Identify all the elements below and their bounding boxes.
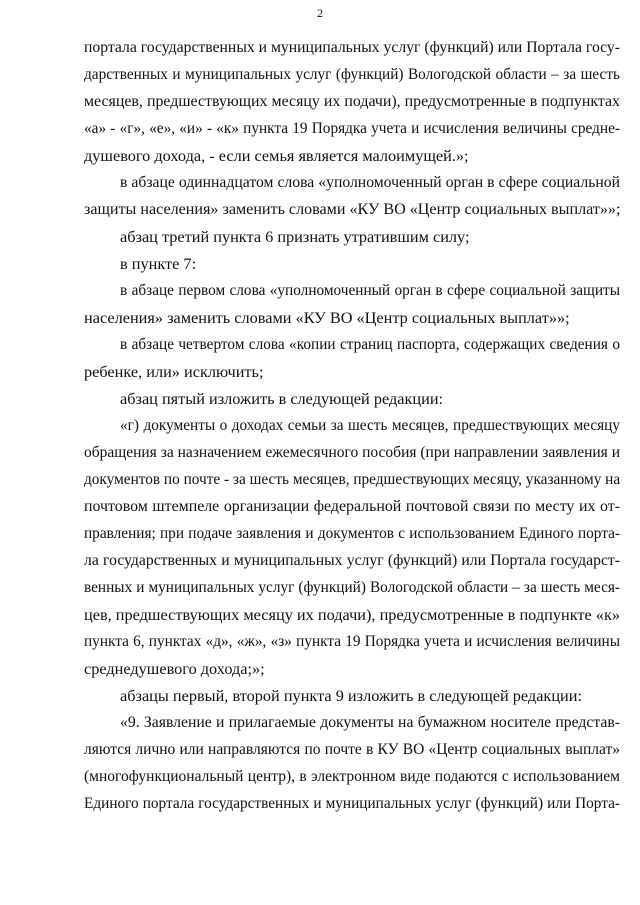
paragraph-start: в пункте 7: xyxy=(120,254,197,273)
text-line: дарственных и муниципальных услуг (функций) Вологодской области – за шесть xyxy=(84,66,620,83)
text-line: цев, предшествующих месяцу их подачи), предусмотренные в подпункте «к» xyxy=(84,605,620,624)
text-line: документов по почте - за шесть месяцев, предшествующих месяцу, указанному на xyxy=(84,471,621,488)
paragraph-start: абзац пятый изложить в следующей редакции: xyxy=(120,389,444,408)
text-line: почтовом штемпеле организации федеральной почтовой связи по месту их от- xyxy=(84,498,620,515)
text-line: ляются лично или направляются по почте в КУ ВО «Центр социальных выплат» xyxy=(84,741,620,758)
text-line: пункта 6, пунктах «д», «ж», «з» пункта 19 Порядка учета и исчисления величины xyxy=(84,633,620,650)
paragraph-start: в абзаце четвертом слова «копии страниц паспорта, содержащих сведения о xyxy=(120,336,620,353)
paragraph-start: «9. Заявление и прилагаемые документы на бумажном носителе представ- xyxy=(120,714,620,731)
text-line: ребенке, или» исключить; xyxy=(84,362,264,381)
text-line: портала государственных и муниципальных услуг (функций) или Портала госу- xyxy=(84,39,620,56)
text-line: населения» заменить словами «КУ ВО «Центр социальных выплат»»; xyxy=(84,308,570,327)
text-line: венных и муниципальных услуг (функций) Вологодской области – за шесть меся- xyxy=(84,579,620,596)
text-line: «а» - «г», «е», «и» - «к» пункта 19 Порядка учета и исчисления величины средне- xyxy=(84,120,620,137)
text-line: месяцев, предшествующих месяцу их подачи), предусмотренные в подпунктах xyxy=(84,93,620,110)
paragraph-start: абзацы первый, второй пункта 9 изложить в следующей редакции: xyxy=(120,686,582,705)
page-number: 2 xyxy=(317,6,323,20)
text-line: (многофункциональный центр), в электронном виде подаются с использованием xyxy=(84,768,620,785)
text-line: защиты населения» заменить словами «КУ ВО «Центр социальных выплат»»; xyxy=(84,201,621,218)
text-line: обращения за назначением ежемесячного пособия (при направлении заявления и xyxy=(84,444,620,461)
paragraph-start: «г) документы о доходах семьи за шесть месяцев, предшествующих месяцу xyxy=(120,417,620,434)
text-line: ла государственных и муниципальных услуг (функций) или Портала государст- xyxy=(84,552,620,569)
text-line: среднедушевого дохода;»; xyxy=(84,659,265,678)
paragraph-start: абзац третий пункта 6 признать утратившим силу; xyxy=(120,227,470,246)
paragraph-start: в абзаце первом слова «уполномоченный орган в сфере социальной защиты xyxy=(120,282,620,299)
text-line: Единого портала государственных и муниципальных услуг (функций) или Порта- xyxy=(84,795,620,812)
text-line: правления; при подаче заявления и документов с использованием Единого порта- xyxy=(84,525,620,542)
paragraph-start: в абзаце одиннадцатом слова «уполномоченный орган в сфере социальной xyxy=(120,174,620,191)
text-line: душевого дохода, - если семья является малоимущей.»; xyxy=(84,146,469,165)
